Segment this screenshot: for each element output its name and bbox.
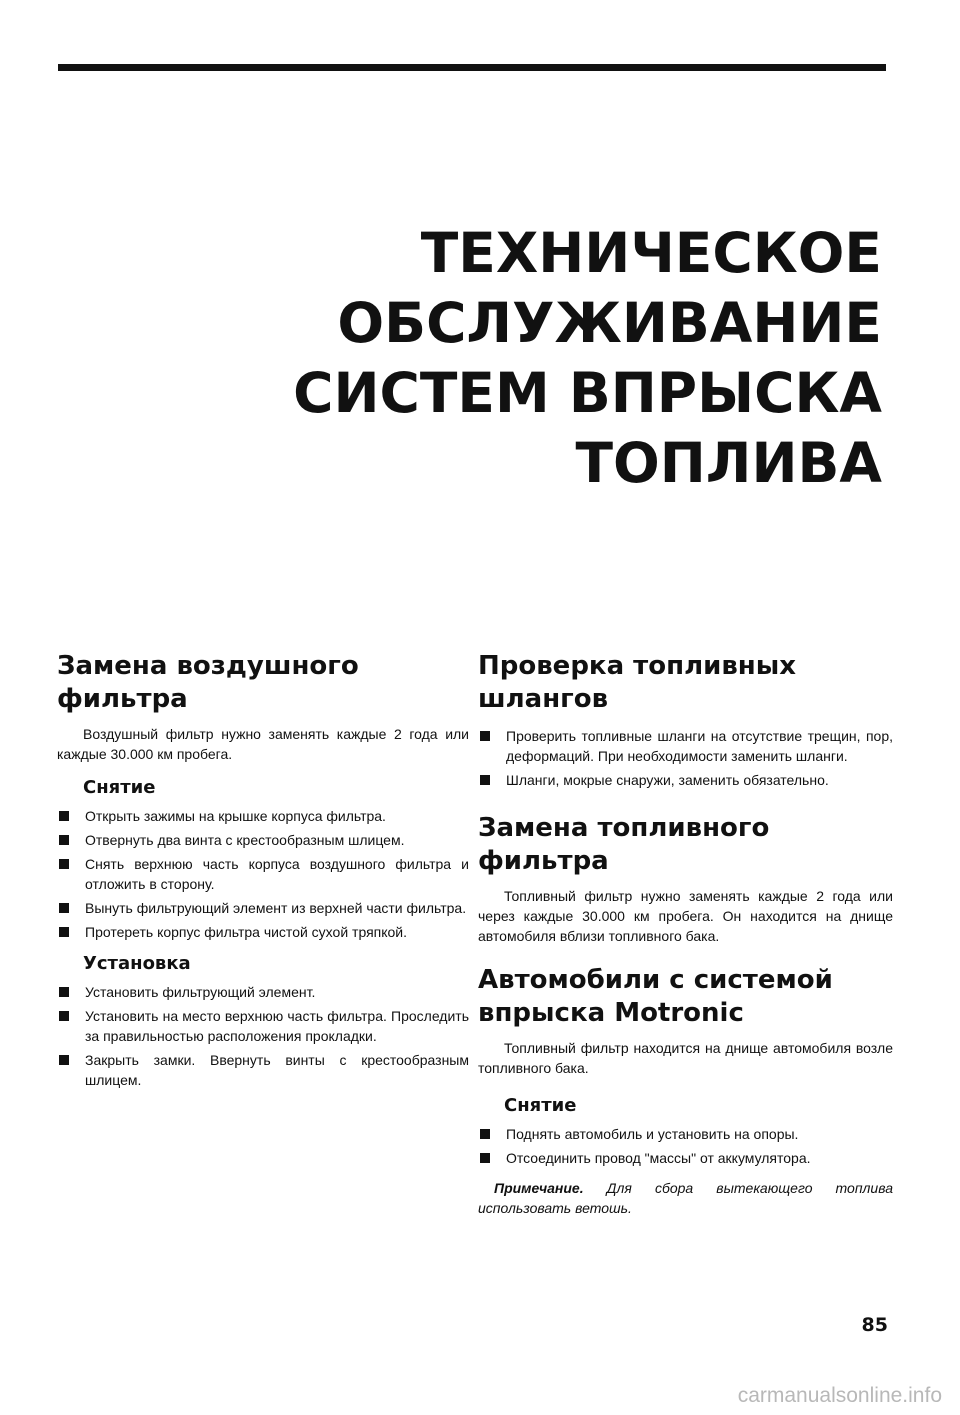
top-rule (58, 64, 886, 71)
list-item (478, 726, 893, 766)
heading-line: Проверка топливных (478, 651, 797, 681)
bullet-icon (59, 835, 69, 845)
heading-line: фильтра (478, 846, 609, 876)
note-label: Примечание. (494, 1180, 584, 1196)
heading-line: фильтра (57, 684, 188, 714)
heading-line: Автомобили с системой (478, 965, 833, 995)
step-text: Открыть зажимы на крышке корпуса фильтра. (85, 808, 386, 824)
heading-line: Замена воздушного (57, 651, 359, 681)
hoses-steps-list (478, 726, 893, 790)
step-text: Установить на место верхнюю часть фильтра. Проследить за правильностью расположения прокладки. (85, 1008, 469, 1044)
list-item (57, 1050, 469, 1090)
step-text: Отсоединить провод "массы" от аккумулятора. (506, 1150, 811, 1166)
install-subheading: Установка (83, 953, 191, 974)
bullet-icon (480, 1129, 490, 1139)
list-item (478, 1148, 893, 1168)
bullet-icon (59, 987, 69, 997)
left-column (57, 650, 469, 1104)
install-steps-list (57, 982, 469, 1090)
watermark: carmanualsonline.info (737, 1384, 942, 1407)
step-text: Шланги, мокрые снаружи, заменить обязательно. (506, 772, 829, 788)
step-text: Вынуть фильтрующий элемент из верхней части фильтра. (85, 900, 467, 916)
list-item (478, 770, 893, 790)
chapter-title (182, 218, 882, 498)
chapter-title-line: ТЕХНИЧЕСКОЕ (420, 221, 882, 285)
fuel-filter-heading (478, 812, 893, 878)
bullet-icon (59, 811, 69, 821)
list-item (57, 806, 469, 826)
list-item (57, 922, 469, 942)
chapter-title-line: ТОПЛИВА (575, 431, 882, 495)
step-text: Закрыть замки. Ввернуть винты с крестообразным шлицем. (85, 1052, 469, 1088)
bullet-icon (480, 1153, 490, 1163)
list-item (57, 898, 469, 918)
heading-line: Замена топливного (478, 813, 770, 843)
step-text: Поднять автомобиль и установить на опоры. (506, 1126, 799, 1142)
motronic-heading (478, 964, 893, 1030)
list-item (57, 854, 469, 894)
list-item (57, 1006, 469, 1046)
bullet-icon (59, 927, 69, 937)
removal-steps-list (57, 806, 469, 942)
air-filter-intro: Воздушный фильтр нужно заменять каждые 2 года или каждые 30.000 км пробега. (57, 726, 469, 762)
fuel-filter-intro: Топливный фильтр нужно заменять каждые 2 года или через каждые 30.000 км пробега. Он находится на днище автомобиля вблизи топливного бака. (478, 888, 893, 944)
heading-line: впрыска Motronic (478, 998, 744, 1028)
air-filter-heading (57, 650, 469, 716)
bullet-icon (59, 1055, 69, 1065)
motronic-removal-subheading: Снятие (504, 1095, 577, 1116)
bullet-icon (59, 903, 69, 913)
list-item (478, 1124, 893, 1144)
page-number: 85 (861, 1314, 888, 1336)
list-item (57, 982, 469, 1002)
hoses-section (478, 650, 893, 790)
air-filter-section (57, 650, 469, 1090)
chapter-title-line: ОБСЛУЖИВАНИЕ (337, 291, 882, 355)
step-text: Отвернуть два винта с крестообразным шлицем. (85, 832, 405, 848)
right-column (478, 650, 893, 1232)
hoses-heading (478, 650, 893, 716)
bullet-icon (59, 1011, 69, 1021)
note-text: Для сбора вытекающего топлива использовать ветошь. (478, 1180, 893, 1216)
removal-subheading: Снятие (83, 777, 156, 798)
heading-line: шлангов (478, 684, 609, 714)
bullet-icon (59, 859, 69, 869)
step-text: Проверить топливные шланги на отсутствие трещин, пор, деформаций. При необходимости заменить шланги. (506, 728, 893, 764)
bullet-icon (480, 731, 490, 741)
fuel-filter-section (478, 812, 893, 946)
note (478, 1178, 893, 1218)
chapter-title-line: СИСТЕМ ВПРЫСКА (293, 361, 882, 425)
motronic-removal-steps-list (478, 1124, 893, 1168)
motronic-intro: Топливный фильтр находится на днище автомобиля возле топливного бака. (478, 1040, 893, 1076)
bullet-icon (480, 775, 490, 785)
step-text: Снять верхнюю часть корпуса воздушного фильтра и отложить в сторону. (85, 856, 469, 892)
step-text: Протереть корпус фильтра чистой сухой тряпкой. (85, 924, 408, 940)
motronic-section (478, 964, 893, 1218)
list-item (57, 830, 469, 850)
step-text: Установить фильтрующий элемент. (85, 984, 316, 1000)
